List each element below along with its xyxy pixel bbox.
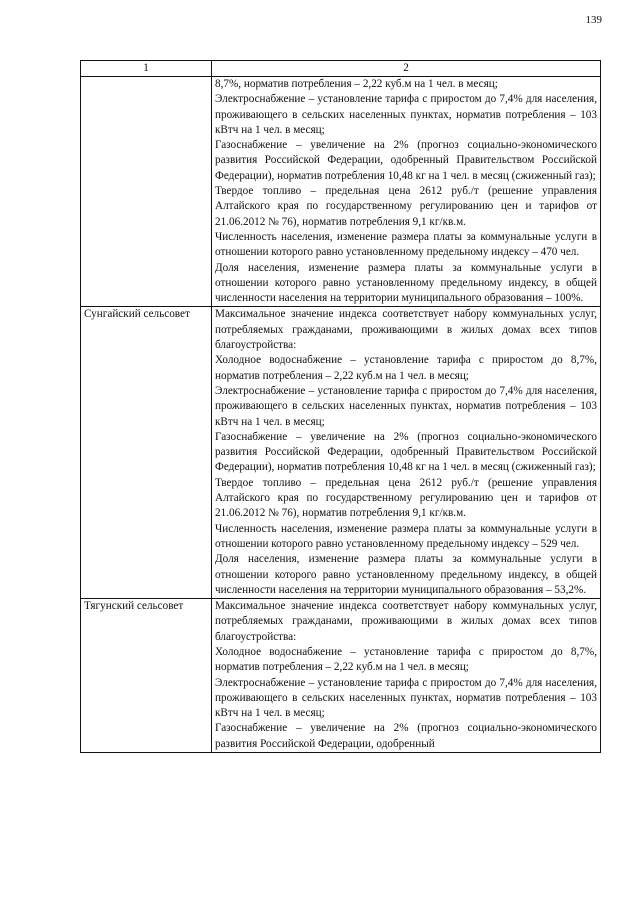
paragraph: Холодное водоснабжение – установление тарифа с приростом до 8,7%, норматив потребления – 2,22 куб.м на 1 чел. в месяц; bbox=[215, 354, 597, 382]
paragraph: Численность населения, изменение размера платы за коммунальные услуги в отношении которого равно установленному предельному индексу – 529 чел. bbox=[215, 522, 597, 550]
description-cell bbox=[212, 307, 601, 599]
paragraph: Численность населения, изменение размера платы за коммунальные услуги в отношении которого равно установленному предельному индексу – 470 чел. bbox=[215, 230, 597, 259]
region-cell: Тягунский сельсовет bbox=[81, 599, 212, 753]
column-header-2: 2 bbox=[212, 61, 601, 77]
region-cell: Сунгайский сельсовет bbox=[81, 307, 212, 599]
table-row bbox=[81, 307, 601, 599]
paragraph: 8,7%, норматив потребления – 2,22 куб.м на 1 чел. в месяц; bbox=[215, 78, 498, 90]
paragraph: Доля населения, изменение размера платы за коммунальные услуги в отношении которого равно установленному предельному индексу, в общей численности населения на территории муниципального образования – 100%. bbox=[215, 261, 597, 305]
table-header-row bbox=[81, 61, 601, 77]
paragraph: Твердое топливо – предельная цена 2612 руб./т (решение управления Алтайского края по государственному регулированию цен и тарифов от 21.06.2012 № 76), норматив потребления 9,1 кг/кв.м. bbox=[215, 185, 597, 228]
paragraph: Максимальное значение индекса соответствует набору коммунальных услуг, потребляемых гражданами, проживающими в жилых домах всех типов благоустройства: bbox=[215, 308, 597, 352]
table-row bbox=[81, 77, 601, 307]
paragraph: Электроснабжение – установление тарифа с приростом до 7,4% для населения, проживающего в сельских населенных пунктах, норматив потребления – 103 кВтч на 1 чел. в месяц; bbox=[215, 676, 597, 720]
paragraph: Электроснабжение – установление тарифа с приростом до 7,4% для населения, проживающего в сельских населенных пунктах, норматив потребления – 103 кВтч на 1 чел. в месяц; bbox=[215, 384, 597, 428]
region-cell bbox=[81, 77, 212, 307]
paragraph: Газоснабжение – увеличение на 2% (прогноз социально-экономического развития Российской Федерации, одобренный bbox=[215, 722, 597, 750]
column-header-1: 1 bbox=[81, 61, 212, 77]
paragraph: Максимальное значение индекса соответствует набору коммунальных услуг, потребляемых гражданами, проживающими в жилых домах всех типов благоустройства: bbox=[215, 600, 597, 643]
paragraph: Электроснабжение – установление тарифа с приростом до 7,4% для населения, проживающего в сельских населенных пунктах, норматив потребления – 103 кВтч на 1 чел. в месяц; bbox=[215, 93, 597, 136]
page-number: 139 bbox=[585, 14, 602, 26]
paragraph: Холодное водоснабжение – установление тарифа с приростом до 8,7%, норматив потребления – 2,22 куб.м на 1 чел. в месяц; bbox=[215, 645, 597, 674]
description-cell bbox=[212, 77, 601, 307]
paragraph: Газоснабжение – увеличение на 2% (прогноз социально-экономического развития Российской Федерации, одобренный Правительством Российской Федерации), норматив потребления 10,48 кг на 1 чел. в месяц (сжиженный газ); bbox=[215, 430, 597, 474]
paragraph: Твердое топливо – предельная цена 2612 руб./т (решение управления Алтайского края по государственному регулированию цен и тарифов от 21.06.2012 № 76), норматив потребления 9,1 кг/кв.м. bbox=[215, 476, 597, 520]
table-row bbox=[81, 599, 601, 753]
regional-tariff-table bbox=[80, 60, 601, 753]
description-cell bbox=[212, 599, 601, 753]
paragraph: Газоснабжение – увеличение на 2% (прогноз социально-экономического развития Российской Федерации, одобренный Правительством Российской Федерации), норматив потребления 10,48 кг на 1 чел. в месяц (сжиженный газ); bbox=[215, 139, 597, 182]
paragraph: Доля населения, изменение размера платы за коммунальные услуги в отношении которого равно установленному предельному индексу, в общей численности населения на территории муниципального образования – 53,2%. bbox=[215, 553, 597, 596]
